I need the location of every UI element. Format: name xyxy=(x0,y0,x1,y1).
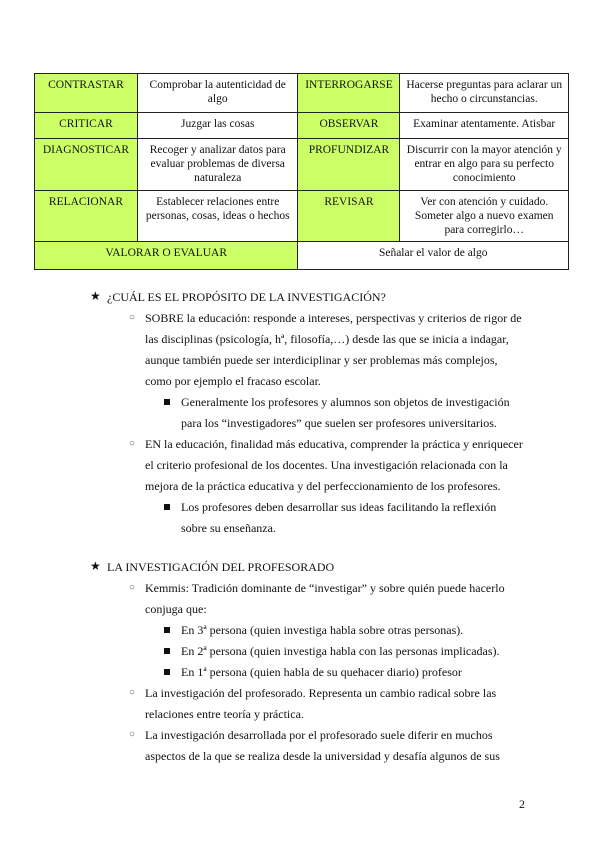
table-row xyxy=(35,242,569,270)
paragraph-line: SOBRE la educación: responde a intereses, perspectivas y criterios de rigor de xyxy=(145,311,522,325)
paragraph-line: relaciones entre teoría y práctica. xyxy=(145,707,304,721)
table-row xyxy=(35,191,569,242)
paragraph-line: aspectos de la que se realiza desde la universidad y desafía algunos de sus xyxy=(145,749,500,763)
definition-cell: Señalar el valor de algo xyxy=(298,242,569,270)
paragraph-line: conjuga que: xyxy=(145,602,207,616)
paragraph-line: el criterio profesional de los docentes. Una investigación relacionada con la xyxy=(145,458,508,472)
term-cell: INTERROGARSE xyxy=(298,74,400,113)
square-bullet-icon xyxy=(164,669,170,675)
term-cell: VALORAR O EVALUAR xyxy=(35,242,298,270)
term-cell: DIAGNOSTICAR xyxy=(35,139,138,191)
square-bullet-icon xyxy=(164,648,170,654)
sub-item-line: Generalmente los profesores y alumnos son objetos de investigación xyxy=(181,395,510,409)
sub-item-line: En 1ª persona (quien habla de su quehacer diario) profesor xyxy=(181,665,462,679)
definition-cell: Juzgar las cosas xyxy=(137,113,298,139)
table-row xyxy=(35,74,569,113)
circle-bullet-icon: ○ xyxy=(129,687,136,698)
section-heading: LA INVESTIGACIÓN DEL PROFESORADO xyxy=(107,560,335,574)
definition-cell: Establecer relaciones entre personas, cosas, ideas o hechos xyxy=(137,191,298,242)
term-cell: REVISAR xyxy=(298,191,400,242)
circle-bullet-icon: ○ xyxy=(129,438,136,449)
paragraph-line: Kemmis: Tradición dominante de “investigar” y sobre quién puede hacerlo xyxy=(145,581,505,595)
term-cell: CRITICAR xyxy=(35,113,138,139)
term-cell: CONTRASTAR xyxy=(35,74,138,113)
definitions-table xyxy=(34,73,569,270)
paragraph-line: La investigación del profesorado. Representa un cambio radical sobre las xyxy=(145,686,497,700)
definition-cell: Hacerse preguntas para aclarar un hecho o circunstancias. xyxy=(400,74,569,113)
star-bullet-icon: ★ xyxy=(90,559,101,573)
sub-item-line: Los profesores deben desarrollar sus ideas facilitando la reflexión xyxy=(181,500,497,514)
definition-cell: Ver con atención y cuidado. Someter algo a nuevo examen para corregirlo… xyxy=(400,191,569,242)
sub-item-line: En 2ª persona (quien investiga habla con las personas implicadas). xyxy=(181,644,500,658)
definition-cell: Examinar atentamente. Atisbar xyxy=(400,113,569,139)
paragraph-line: EN la educación, finalidad más educativa, comprender la práctica y enriquecer xyxy=(145,437,523,451)
sub-item-line: En 3ª persona (quien investiga habla sobre otras personas). xyxy=(181,623,464,637)
square-bullet-icon xyxy=(164,627,170,633)
section-heading: ¿CUÁL ES EL PROPÓSITO DE LA INVESTIGACIÓN? xyxy=(107,290,386,304)
paragraph-line: mejora de la práctica educativa y del perfeccionamiento de los profesores. xyxy=(145,479,501,493)
term-cell: OBSERVAR xyxy=(298,113,400,139)
page-number: 2 xyxy=(519,797,525,811)
term-cell: RELACIONAR xyxy=(35,191,138,242)
circle-bullet-icon: ○ xyxy=(129,312,136,323)
sub-item-line: para los “investigadores” que suelen ser profesores universitarios. xyxy=(181,416,497,430)
paragraph-line: las disciplinas (psicología, hª, filosofía,…) desde las que se inicia a indagar, xyxy=(145,332,509,346)
definition-cell: Comprobar la autenticidad de algo xyxy=(137,74,298,113)
square-bullet-icon xyxy=(164,504,170,510)
table-row xyxy=(35,139,569,191)
star-bullet-icon: ★ xyxy=(90,289,101,303)
paragraph-line: La investigación desarrollada por el profesorado suele diferir en muchos xyxy=(145,728,493,742)
table-row xyxy=(35,113,569,139)
paragraph-line: aunque también puede ser interdiciplinar y ser problemas más complejos, xyxy=(145,353,498,367)
circle-bullet-icon: ○ xyxy=(129,729,136,740)
term-cell: PROFUNDIZAR xyxy=(298,139,400,191)
circle-bullet-icon: ○ xyxy=(129,582,136,593)
sub-item-line: sobre su enseñanza. xyxy=(181,521,276,535)
definition-cell: Discurrir con la mayor atención y entrar en algo para su perfecto conocimiento xyxy=(400,139,569,191)
square-bullet-icon xyxy=(164,399,170,405)
paragraph-line: como por ejemplo el fracaso escolar. xyxy=(145,374,321,388)
definition-cell: Recoger y analizar datos para evaluar problemas de diversa naturaleza xyxy=(137,139,298,191)
